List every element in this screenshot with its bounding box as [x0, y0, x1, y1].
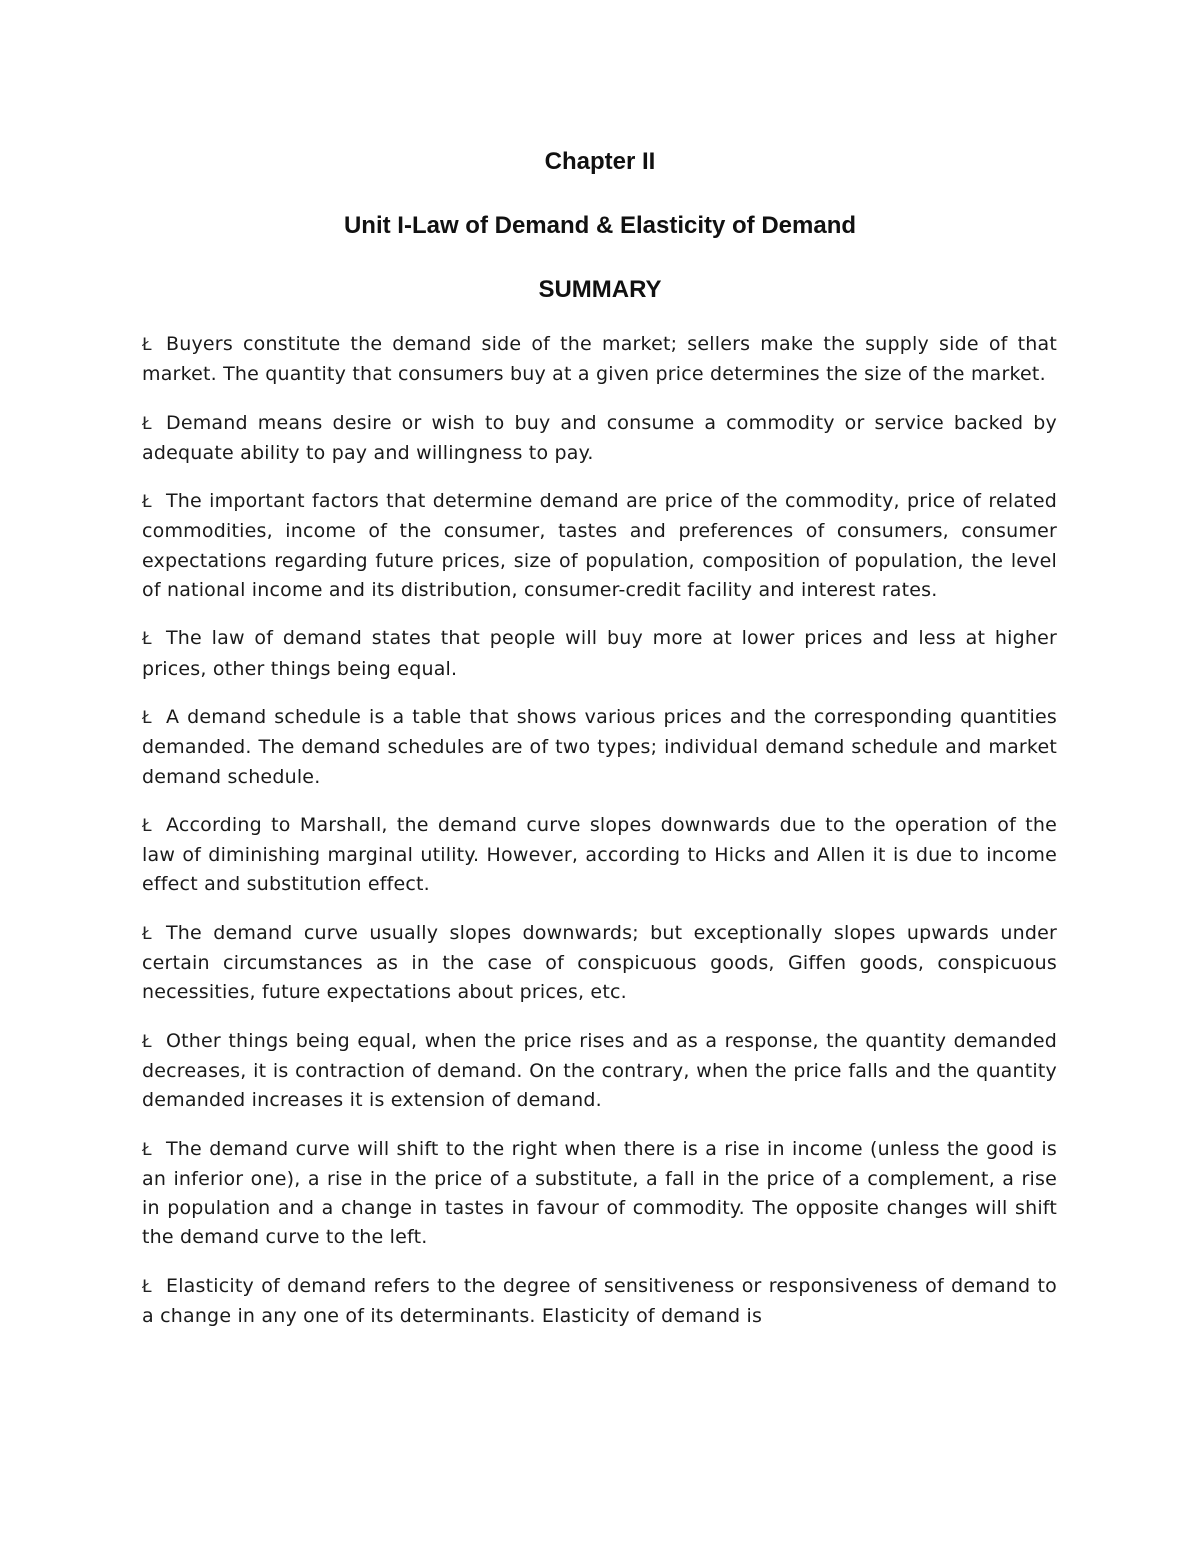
bullet-icon: Ł	[142, 413, 152, 434]
bullet-icon: Ł	[142, 1139, 152, 1160]
summary-item-text: Buyers constitute the demand side of the market; sellers make the supply side of that market. The quantity that consumers buy at a given price determines the size of the market.	[142, 333, 1057, 386]
bullet-icon: Ł	[142, 492, 152, 513]
summary-item	[142, 1027, 1057, 1116]
bullet-icon: Ł	[142, 335, 152, 355]
bullet-icon: Ł	[142, 1276, 152, 1297]
summary-item	[142, 1135, 1057, 1253]
summary-list	[142, 330, 1057, 1350]
bullet-icon: Ł	[142, 707, 152, 728]
summary-item-text: The demand curve usually slopes downwards; but exceptionally slopes upwards under certain circumstances as in the case of conspicuous goods, Giffen goods, conspicuous necessities, future expectations about prices, etc.	[142, 921, 1057, 1004]
summary-item-text: According to Marshall, the demand curve slopes downwards due to the operation of the law of diminishing marginal utility. However, according to Hicks and Allen it is due to income effect and substitution effect.	[142, 813, 1057, 896]
summary-item-text: Demand means desire or wish to buy and consume a commodity or service backed by adequate ability to pay and willingness to pay.	[142, 411, 1057, 464]
summary-item-text: The important factors that determine demand are price of the commodity, price of related commodities, income of the consumer, tastes and preferences of consumers, consumer expectations regarding future prices, size of population, composition of population, the level of national income and its distribution, consumer-credit facility and interest rates.	[142, 490, 1057, 602]
bullet-icon: Ł	[142, 815, 152, 836]
summary-item-text: Other things being equal, when the price rises and as a response, the quantity demanded decreases, it is contraction of demand. On the contrary, when the price falls and the quantity demanded increases it is extension of demand.	[142, 1029, 1057, 1112]
summary-item	[142, 703, 1057, 792]
summary-item	[142, 811, 1057, 900]
summary-item	[142, 919, 1057, 1008]
bullet-icon: Ł	[142, 629, 152, 650]
summary-item	[142, 409, 1057, 469]
summary-item-text: The law of demand states that people will buy more at lower prices and less at higher prices, other things being equal.	[142, 627, 1057, 680]
summary-item-text: A demand schedule is a table that shows various prices and the corresponding quantities demanded. The demand schedules are of two types; individual demand schedule and market demand schedule.	[142, 705, 1057, 788]
summary-item	[142, 487, 1057, 605]
unit-heading: Unit I-Law of Demand & Elasticity of Demand	[343, 212, 857, 239]
summary-heading: SUMMARY	[538, 276, 662, 303]
summary-item	[142, 330, 1057, 390]
summary-item-text: The demand curve will shift to the right when there is a rise in income (unless the good is an inferior one), a rise in the price of a substitute, a fall in the price of a complement, a rise in population and a change in tastes in favour of commodity. The opposite changes will shift the demand curve to the left.	[142, 1137, 1057, 1249]
chapter-heading: Chapter II	[544, 148, 656, 175]
summary-item	[142, 1272, 1057, 1332]
summary-item	[142, 624, 1057, 684]
bullet-icon: Ł	[142, 923, 152, 944]
bullet-icon: Ł	[142, 1031, 152, 1052]
summary-item-text: Elasticity of demand refers to the degree of sensitiveness or responsiveness of demand to a change in any one of its determinants. Elasticity of demand is	[142, 1274, 1057, 1328]
